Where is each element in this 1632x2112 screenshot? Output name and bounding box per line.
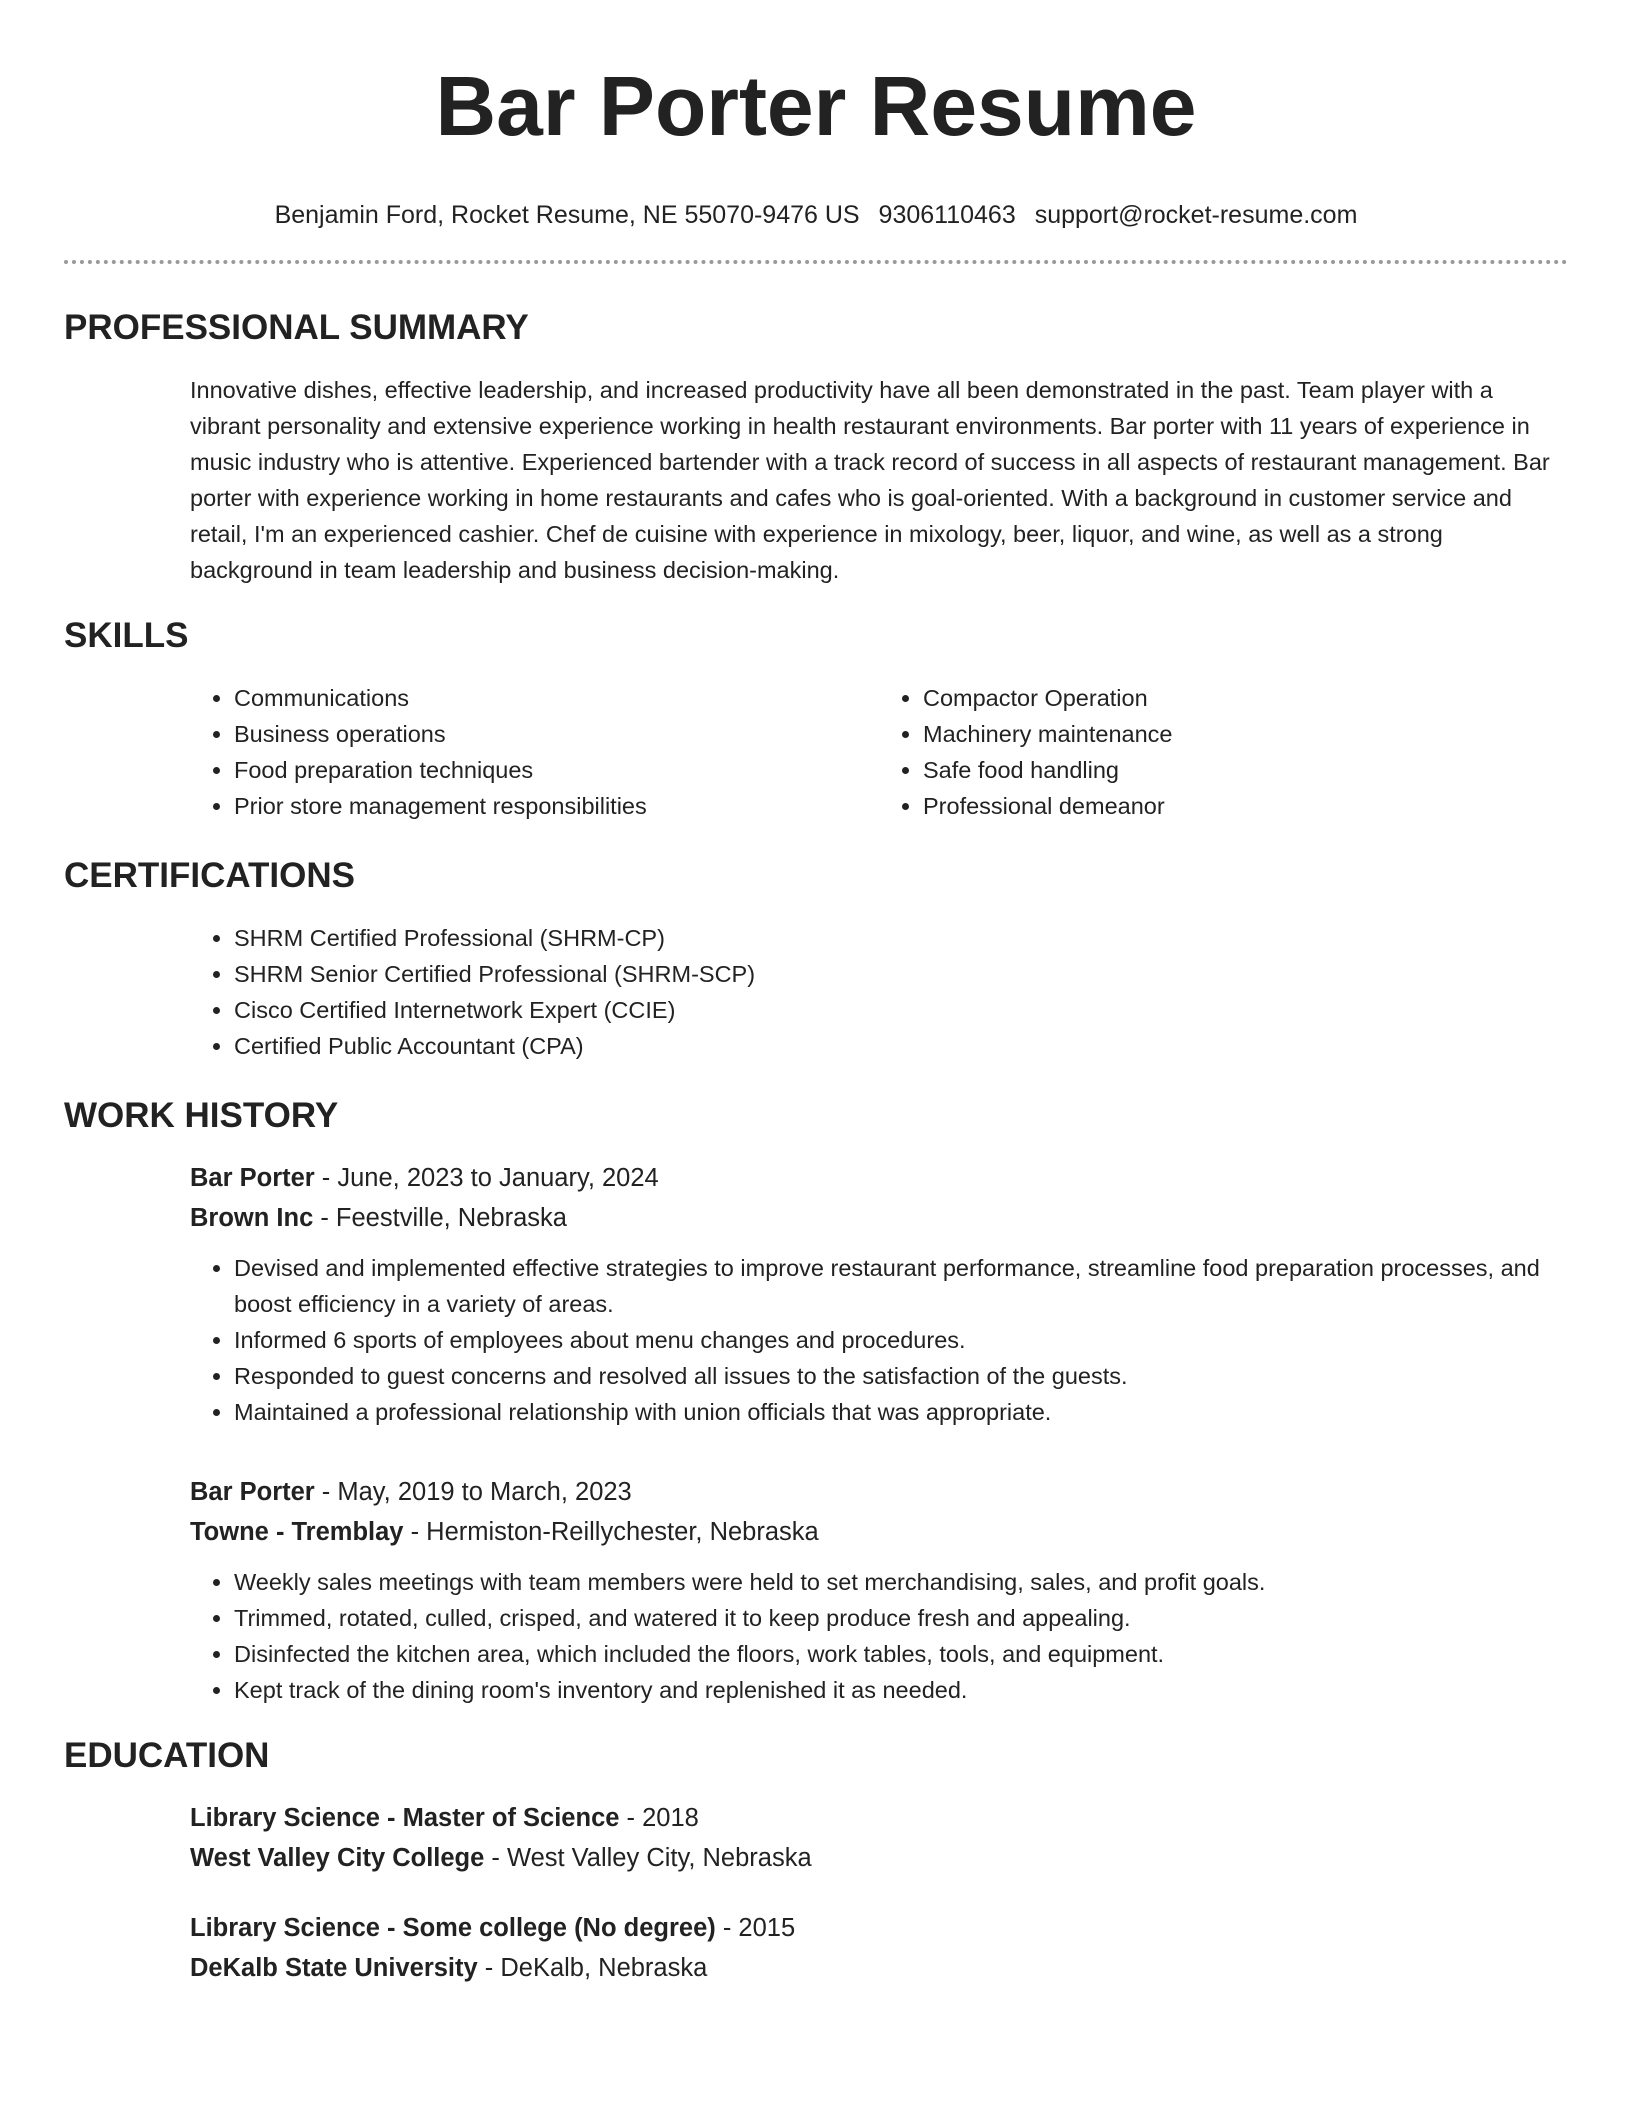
job-company-line	[190, 1198, 1568, 1238]
certifications-block	[190, 920, 1568, 1064]
job-title-line	[190, 1472, 1568, 1512]
job-company: Towne - Tremblay	[190, 1518, 404, 1546]
certifications-list	[190, 920, 1568, 1064]
education-school: DeKalb State University	[190, 1954, 478, 1982]
contact-phone: 9306110463	[878, 201, 1016, 229]
skill-item: • Machinery maintenance	[923, 716, 1568, 752]
education-entry	[190, 1908, 1568, 1988]
job-title-line	[190, 1158, 1568, 1198]
skill-item: • Compactor Operation	[923, 680, 1568, 716]
job-location: - Hermiston-Reillychester, Nebraska	[403, 1518, 819, 1546]
job-title: Bar Porter	[190, 1164, 315, 1192]
job-location: - Feestville, Nebraska	[313, 1204, 567, 1232]
education-year: - 2018	[619, 1804, 699, 1832]
education-degree: Library Science - Some college (No degree)	[190, 1914, 716, 1942]
education-year: - 2015	[715, 1914, 796, 1942]
skills-right-list	[879, 680, 1568, 824]
contact-address: Benjamin Ford, Rocket Resume, NE 55070-9476 US	[274, 201, 860, 229]
job-title: Bar Porter	[190, 1478, 315, 1506]
job-duty: • Informed 6 sports of employees about menu changes and procedures.	[234, 1322, 1568, 1358]
summary-heading: PROFESSIONAL SUMMARY	[64, 308, 529, 347]
skills-columns	[190, 680, 1568, 824]
education-degree-line	[190, 1908, 1568, 1948]
job-duty: • Trimmed, rotated, culled, crisped, and watered it to keep produce fresh and appealing.	[234, 1600, 1568, 1636]
summary-text: Innovative dishes, effective leadership, and increased productivity have all been demonstrated in the past. Team player with a vibrant personality and extensive experience working in health restaurant environments. Bar porter with 11 years of experience in music industry who is attentive. Experienced bartender with a track record of success in all aspects of restaurant management. Bar porter with experience working in home restaurants and cafes who is goal-oriented. With a background in customer service and retail, I'm an experienced cashier. Chef de cuisine with experience in mixology, beer, liquor, and wine, as well as a strong background in team leadership and business decision-making.	[190, 377, 1550, 583]
skills-heading: SKILLS	[64, 616, 189, 655]
job-company-line	[190, 1512, 1568, 1552]
header-divider	[64, 260, 1568, 264]
job-dates: - June, 2023 to January, 2024	[314, 1164, 659, 1192]
job-company: Brown Inc	[190, 1204, 314, 1232]
education-location: - West Valley City, Nebraska	[484, 1844, 812, 1872]
certification-item: • SHRM Senior Certified Professional (SHRM-SCP)	[234, 956, 1568, 992]
contact-line	[64, 200, 1568, 230]
education-entry	[190, 1798, 1568, 1878]
work-history-heading: WORK HISTORY	[64, 1096, 339, 1135]
skill-item: • Professional demeanor	[923, 788, 1568, 824]
certification-item: • Cisco Certified Internetwork Expert (CCIE)	[234, 992, 1568, 1028]
skill-item: • Food preparation techniques	[234, 752, 879, 788]
education-heading: EDUCATION	[64, 1736, 270, 1775]
education-school-line	[190, 1838, 1568, 1878]
certification-item: • Certified Public Accountant (CPA)	[234, 1028, 1568, 1064]
job-duty: • Devised and implemented effective strategies to improve restaurant performance, streamline food preparation processes, and boost efficiency in a variety of areas.	[234, 1250, 1568, 1322]
education-degree-line	[190, 1798, 1568, 1838]
skill-item: • Business operations	[234, 716, 879, 752]
education-school-line	[190, 1948, 1568, 1988]
job-duties-list	[190, 1564, 1568, 1708]
contact-email: support@rocket-resume.com	[1034, 201, 1358, 229]
job-duty: • Weekly sales meetings with team members were held to set merchandising, sales, and profit goals.	[234, 1564, 1568, 1600]
job-dates: - May, 2019 to March, 2023	[314, 1478, 632, 1506]
job-duties-list	[190, 1250, 1568, 1430]
education-school: West Valley City College	[190, 1844, 485, 1872]
certifications-heading: CERTIFICATIONS	[64, 856, 356, 895]
skill-item: • Safe food handling	[923, 752, 1568, 788]
job-duty: • Kept track of the dining room's inventory and replenished it as needed.	[234, 1672, 1568, 1708]
job-duty: • Responded to guest concerns and resolved all issues to the satisfaction of the guests.	[234, 1358, 1568, 1394]
job-duty: • Maintained a professional relationship with union officials that was appropriate.	[234, 1394, 1568, 1430]
job-duty: • Disinfected the kitchen area, which included the floors, work tables, tools, and equipment.	[234, 1636, 1568, 1672]
resume-title: Bar Porter Resume	[435, 59, 1197, 153]
education-degree: Library Science - Master of Science	[190, 1804, 620, 1832]
skills-left-list	[190, 680, 879, 824]
job-entry	[190, 1158, 1568, 1430]
education-location: - DeKalb, Nebraska	[477, 1954, 708, 1982]
job-entry	[190, 1472, 1568, 1708]
certification-item: • SHRM Certified Professional (SHRM-CP)	[234, 920, 1568, 956]
skill-item: • Communications	[234, 680, 879, 716]
skill-item: • Prior store management responsibilities	[234, 788, 879, 824]
